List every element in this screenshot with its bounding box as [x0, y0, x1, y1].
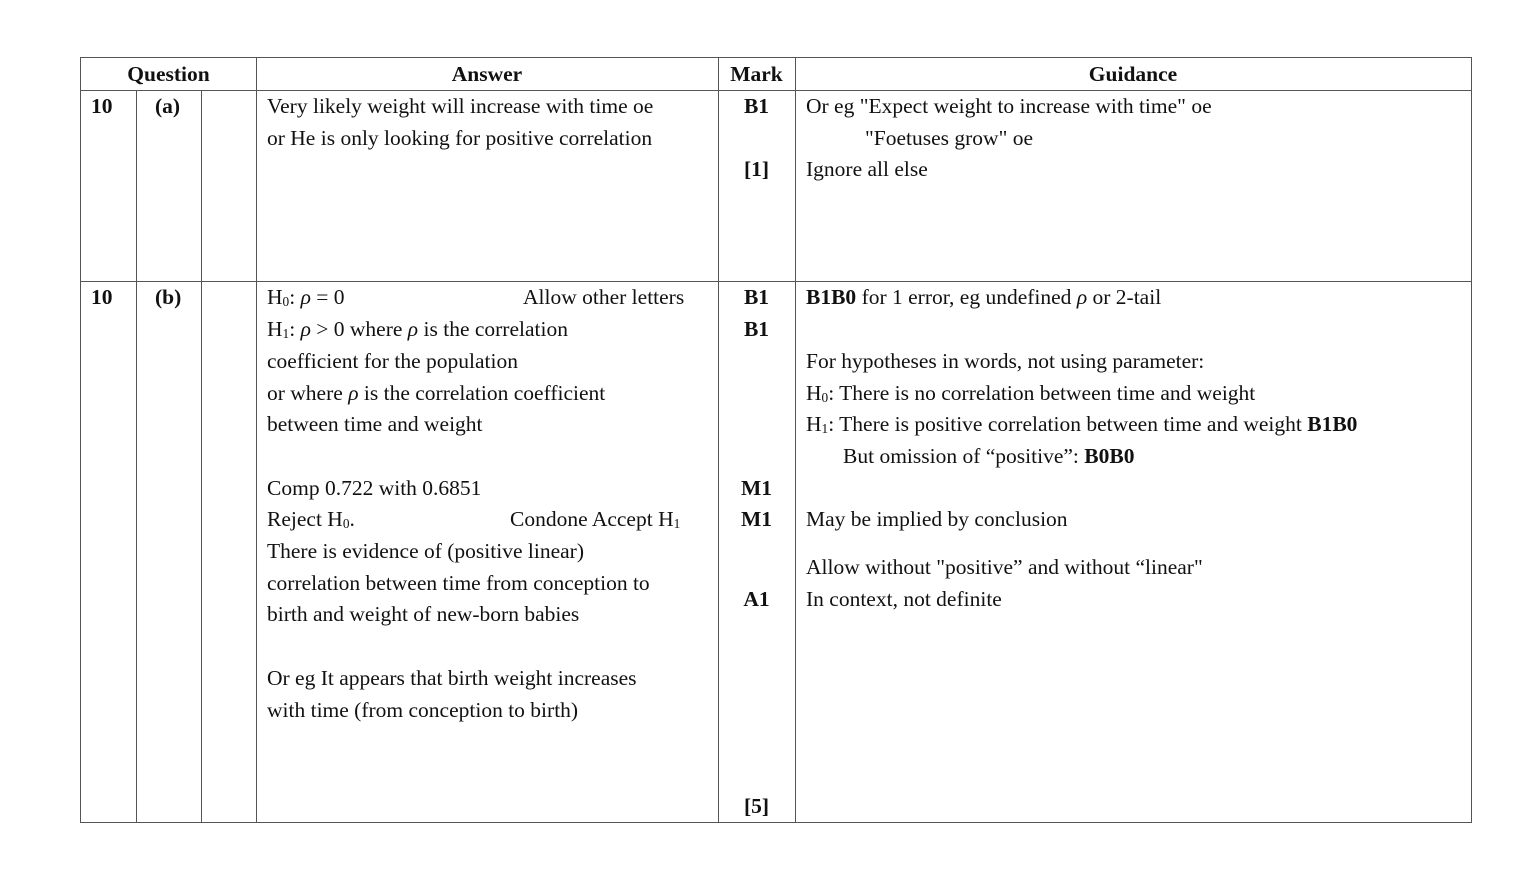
- row-b-evidence-line-1: There is evidence of (positive linear): [267, 539, 584, 563]
- row-a-guidance-line-3: Ignore all else: [806, 157, 928, 181]
- row-b-mark-b1-first: B1: [743, 285, 770, 309]
- col-divider-3: [256, 58, 257, 822]
- row-b-condone-accept-h1: Condone Accept $H_1$: [510, 507, 681, 531]
- row-b-mark-m1-first: M1: [740, 476, 773, 500]
- mark-scheme-table: [80, 57, 1472, 823]
- col-divider-5: [795, 58, 796, 822]
- row-b-mark-m1-second: M1: [740, 507, 773, 531]
- header-mark: Mark: [730, 62, 783, 86]
- row-a-answer-line-1: Very likely weight will increase with time oe: [267, 94, 654, 118]
- row-b-question-number: 10: [91, 285, 113, 309]
- row-b-allow-other-letters: Allow other letters: [523, 285, 685, 309]
- row-b-guidance-line-2: For hypotheses in words, not using parameter:: [806, 349, 1205, 373]
- row-b-mark-total: [5]: [743, 794, 770, 818]
- row-a-guidance-line-2: "Foetuses grow" oe: [865, 126, 1034, 150]
- row-b-guidance-line-6: May be implied by conclusion: [806, 507, 1068, 531]
- row-b-part: (b): [155, 285, 182, 309]
- row-b-answer-line-3: coefficient for the population: [267, 349, 518, 373]
- col-divider-2: [201, 90, 202, 822]
- row-b-evidence-line-2: correlation between time from conception to: [267, 571, 650, 595]
- header-guidance: Guidance: [1088, 62, 1178, 86]
- row-b-mark-b1-second: B1: [743, 317, 770, 341]
- row-a-question-number: 10: [91, 94, 113, 118]
- row-b-guidance-line-3: $H_0$: There is no correlation between time and weight: [806, 381, 1256, 405]
- row-b-evidence-line-3: birth and weight of new-born babies: [267, 602, 580, 626]
- row-b-h0: $H_0$: ρ = 0: [267, 285, 345, 309]
- row-b-alternative-line-1: Or eg It appears that birth weight increases: [267, 666, 637, 690]
- header-answer: Answer: [451, 62, 523, 86]
- row-a-answer-line-2: or He is only looking for positive correlation: [267, 126, 653, 150]
- row-b-guidance-line-1: B1B0 for 1 error, eg undefined ρ or 2-tail: [806, 285, 1162, 309]
- row-b-h1: $H_1$: ρ > 0 where ρ is the correlation: [267, 317, 568, 341]
- row-b-guidance-line-8: In context, not definite: [806, 587, 1002, 611]
- row-b-reject-h0: Reject $H_0$.: [267, 507, 355, 531]
- row-a-mark-total: [1]: [743, 157, 770, 181]
- row-a-guidance-line-1: Or eg "Expect weight to increase with time" oe: [806, 94, 1212, 118]
- row-b-answer-line-5: between time and weight: [267, 412, 483, 436]
- row-a-mark-b1: B1: [743, 94, 770, 118]
- row-b-guidance-line-4: $H_1$: There is positive correlation between time and weight B1B0: [806, 412, 1358, 436]
- row-b-guidance-line-5: But omission of “positive”: B0B0: [843, 444, 1135, 468]
- row-a-part: (a): [155, 94, 181, 118]
- row-b-answer-line-4: or where ρ is the correlation coefficient: [267, 381, 606, 405]
- row-b-alternative-line-2: with time (from conception to birth): [267, 698, 579, 722]
- header-question: Question: [127, 62, 210, 86]
- col-divider-1: [136, 90, 137, 822]
- row-b-comparison: Comp 0.722 with 0.6851: [267, 476, 482, 500]
- row-b-mark-a1: A1: [743, 587, 770, 611]
- row-b-guidance-line-7: Allow without "positive” and without “linear": [806, 555, 1203, 579]
